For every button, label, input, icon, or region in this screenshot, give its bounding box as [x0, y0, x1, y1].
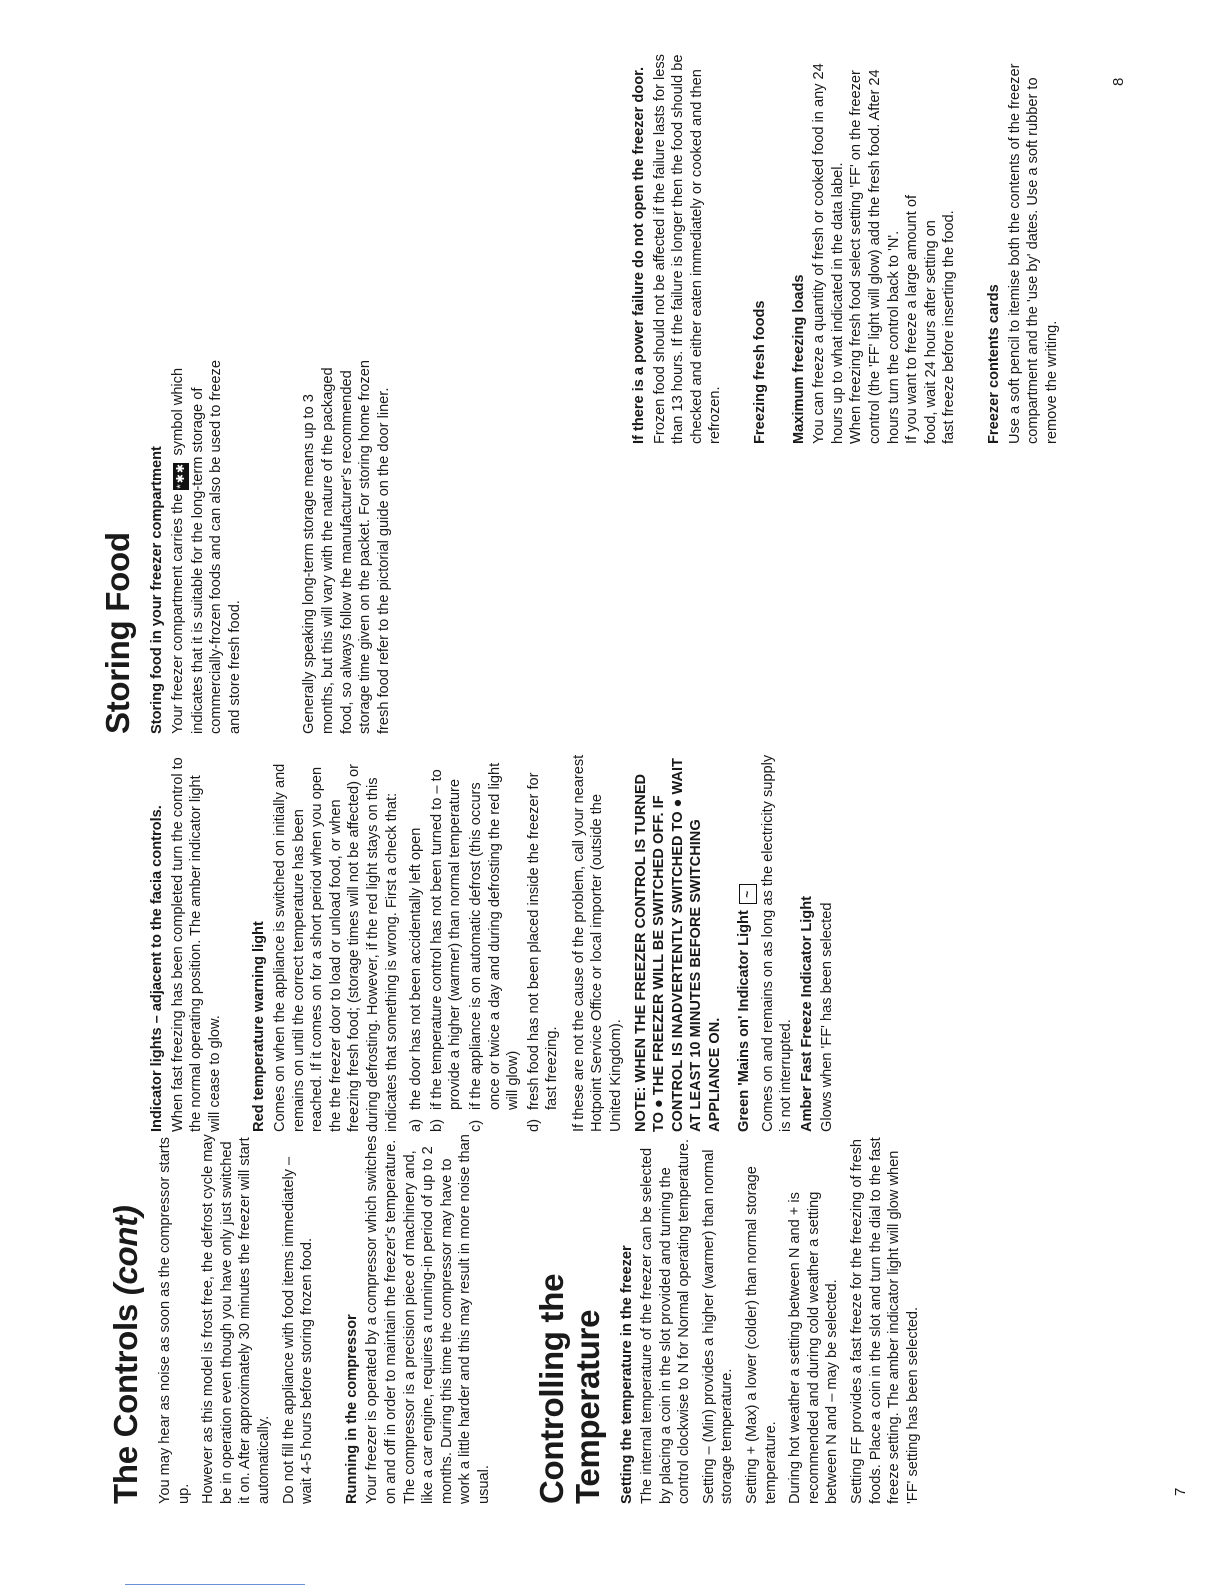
paragraph: Your freezer is operated by a compressor which switches on and off in order to maintain the freezer's temperature. The compressor is a precision piece of machinery and, like a car engine, requires a running-in period of up to 2 months. During this time the compressor may have to work a little harder and this may result in more noise than usual. — [364, 1134, 492, 1504]
heading-red-warning-light: Red temperature warning light — [251, 921, 268, 1132]
paragraph: Do not fill the appliance with food items immediately – wait 4-5 hours before storing frozen food. — [280, 1156, 316, 1504]
column-controls — [108, 1134, 928, 1504]
paragraph: Frozen food should not be affected if the failure lasts for less than 13 hours. If the failure is longer then the food should be checked and either eaten immediately or cooked and then refrozen. — [651, 54, 724, 444]
heading-setting-temperature: Setting the temperature in the freezer — [618, 1245, 635, 1504]
column-storing-food — [100, 354, 399, 734]
paragraph: However as this model is frost free, the defrost cycle may be in operation even though you have only just switched it on. After approximately 30 minutes the freezer will start automatically. — [200, 1134, 272, 1504]
heading-freezing-fresh: Freezing fresh foods — [751, 300, 768, 444]
paragraph: You can freeze a quantity of fresh or cooked food in any 24 hours up to what indicated in the data label. — [811, 63, 846, 444]
heading-running-in: Running in the compressor — [343, 1314, 360, 1504]
heading-green-light: Green 'Mains on' Indicator Light~ — [735, 754, 757, 1132]
paragraph: If these are not the cause of the problem, call your nearest Hotpoint Service Office or local importer (outside the United Kingdom). — [570, 754, 625, 1132]
page-number-left: 7 — [1172, 1487, 1189, 1496]
paragraph: Use a soft pencil to itemise both the contents of the freezer compartment and the 'use by' dates. Use a soft rubber to remove the writing. — [1006, 63, 1060, 444]
paragraph: Comes on when the appliance is switched on initially and remains on until the correct temperature has been reached. If it comes on for a short period when you open the the freezer door to load or unload food, or when freezing fresh food; (storage times will not be affected) or during defrosting. However, if the red light stays on this indicates that something is wrong. First a check that: — [271, 763, 400, 1132]
mains-icon: ~ — [739, 884, 757, 904]
paragraph: The internal temperature of the freezer can be selected by placing a coin in the slot provided and turning the control clockwise to N for Normal operating temperature. — [639, 1139, 693, 1504]
heading-contents-cards: Freezer contents cards — [985, 284, 1002, 444]
storing-food-title: Storing Food — [99, 532, 136, 734]
heading-power-failure: If there is a power failure do not open the freezer door. — [631, 66, 647, 444]
paragraph: Your freezer compartment carries the *✱✱✱ symbol which indicates that it is suitable for the long-term storage of commercially-frozen foods and can also be used to freeze and store fresh food. — [169, 360, 243, 734]
paragraph: During hot weather a setting between N and + is recommended and during cold weather a setting between N and – may be selected. — [787, 1191, 841, 1504]
paragraph: When freezing fresh food select setting 'FF' on the freezer control (the 'FF' light will glow) add the fresh food. After 24 hours turn the control back to 'N'. — [848, 69, 902, 444]
list-item: b) if the temperature control has not been turned to – to provide a higher (warmer) than normal temperature — [428, 769, 464, 1132]
star-rating-icon: *✱✱✱ — [174, 452, 187, 489]
paragraph: Setting – (Min) provides a higher (warmer) than normal storage temperature. — [700, 1149, 736, 1504]
heading-amber-light: Amber Fast Freeze Indicator Light — [798, 896, 815, 1132]
paragraph: Setting + (Max) a lower (colder) than normal storage temperature. — [744, 1166, 779, 1504]
list-item: c) if the appliance is on automatic defrost (this occurs once or twice a day and during defrosting the red light will glow) — [467, 762, 522, 1132]
heading-max-loads: Maximum freezing loads — [790, 274, 807, 444]
heading-storing-compartment: Storing food in your freezer compartment — [149, 446, 165, 734]
column-power-failure — [630, 44, 1067, 444]
paragraph: You may hear as noise as soon as the compressor starts up. — [157, 1137, 192, 1504]
list-item: d) fresh food has not been placed inside the freezer for fast freezing. — [525, 772, 561, 1132]
page-number-right: 8 — [1110, 77, 1127, 86]
controlling-temperature-title: Controlling the Temperature — [532, 1273, 606, 1504]
paragraph: Glows when 'FF' has been selected — [819, 902, 836, 1132]
controls-title: The Controls (cont) — [107, 1205, 144, 1504]
column-indicator-lights — [148, 754, 843, 1132]
check-list — [407, 754, 562, 1132]
heading-indicator-lights: Indicator lights – adjacent to the facia controls. — [149, 805, 165, 1132]
note-switched-off: NOTE: WHEN THE FREEZER CONTROL IS TURNED TO ● THE FREEZER WILL BE SWITCHED OFF. IF CONTROL IS INADVERTENTLY SWITCHED TO ● WAIT AT LEAST 10 MINUTES BEFORE SWITCHING APPLIANCE ON. — [632, 758, 724, 1132]
paragraph: Setting FF provides a fast freeze for the freezing of fresh foods. Place a coin in the slot and turn the dial to the fast freeze setting. The amber indicator light will glow when 'FF' setting has been selected. — [849, 1137, 921, 1504]
paragraph: Generally speaking long-term storage means up to 3 months, but this will vary with the nature of the packaged food, so always follow the manufacturer's recommended storage time given on the packet. For storing home frozen fresh food refer to the pictorial guide on the door liner. — [301, 360, 392, 734]
paragraph: Comes on and remains on as long as the electricity supply is not interrupted. — [759, 754, 795, 1132]
paragraph: If you want to freeze a large amount of food, wait 24 hours after setting on fast freeze before inserting the food. — [904, 194, 958, 444]
paragraph: When fast freezing has been completed turn the control to the normal operating position. The amber indicator light will cease to glow. — [169, 757, 223, 1132]
list-item: a) the door has not been accidentally left open — [408, 827, 425, 1132]
